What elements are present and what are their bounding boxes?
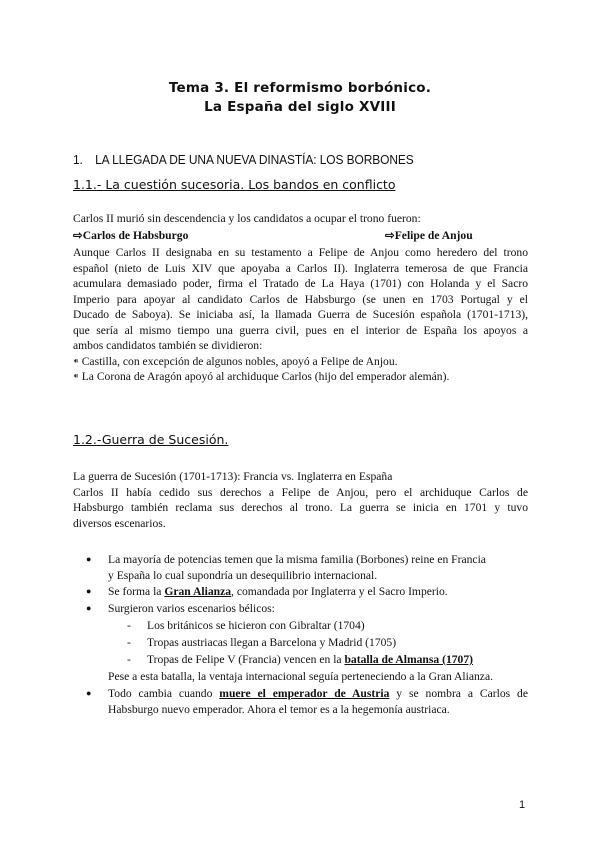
dash-marker: - <box>127 636 131 649</box>
paragraph-line: Ducado de Saboya). Se iniciaba así, la llamada Guerra de Sucesión española (1701-1713), <box>73 308 528 321</box>
gran-alianza-term: Gran Alianza <box>164 585 232 598</box>
title-line-2: La España del siglo XVIII <box>204 99 396 115</box>
candidates-row <box>73 228 528 242</box>
war-intro-line: La guerra de Sucesión (1701-1713): Francia vs. Inglaterra en España <box>73 470 393 483</box>
paragraph-line: español (nieto de Luis XIV que apoyaba a Carlos II). Inglaterra temerosa de que Francia <box>73 261 528 275</box>
paragraph-line: acumulara demasiado poder, firma el Tratado de La Haya (1701) con Holanda y el Sacro <box>73 277 528 290</box>
dash-marker: - <box>127 619 131 632</box>
paragraph-line: Carlos II había cedido sus derechos a Felipe de Anjou, pero el archiduque Carlos de <box>73 485 528 499</box>
paragraph-line: que sería al mismo tiempo una guerra civil, pues en el interior de España los apoyos a <box>73 323 528 337</box>
intro-line <box>73 211 528 227</box>
batalla-almansa-term: batalla de Almansa (1707) <box>344 653 473 666</box>
paragraph-line: diversos escenarios. <box>73 516 166 530</box>
bullet-line: y España lo cual supondría un desequilibrio internacional. <box>108 568 378 582</box>
bullet-line <box>108 686 528 702</box>
bullet-item <box>86 601 528 617</box>
candidate-anjou: ⇨Felipe de Anjou <box>385 229 473 242</box>
title-line-1: Tema 3. El reformismo borbónico. <box>168 80 432 96</box>
intro-text: Carlos II murió sin descendencia y los candidatos a ocupar el trono fueron: <box>73 212 421 225</box>
bullet-line: La mayoría de potencias temen que la misma familia (Borbones) reine en Francia <box>108 553 486 566</box>
sub-item <box>127 618 365 634</box>
succession-paragraph <box>73 245 528 385</box>
paragraph-line: ambos candidatos también se dividieron: <box>73 339 263 352</box>
section-1-title: LA LLEGADA DE UNA NUEVA DINASTÍA: LOS BORBONES <box>95 152 414 167</box>
subsection-1-1-heading: 1.1.- La cuestión sucesoria. Los bandos en conflicto <box>73 177 396 192</box>
support-castilla: ⁌ Castilla, con excepción de algunos nobles, apoyó a Felipe de Anjou. <box>73 354 398 368</box>
bullet-item <box>86 686 528 717</box>
page-number: 1 <box>519 799 526 811</box>
war-paragraph <box>73 469 528 531</box>
after-battle-note <box>108 669 528 685</box>
section-1-number: 1. <box>73 152 83 167</box>
bullet-line <box>108 584 528 600</box>
after-battle-text: Pese a esta batalla, la ventaja internacional seguía perteneciendo a la Gran Alianza. <box>108 670 493 683</box>
bullet-item <box>86 552 528 583</box>
sub-item-text: Tropas austriacas llegan a Barcelona y Madrid (1705) <box>147 636 397 649</box>
bullet-item <box>86 584 528 600</box>
emperor-death-term: muere el emperador de Austria <box>219 687 390 700</box>
sub-item <box>127 635 396 651</box>
subsection-1-2-heading: 1.2.-Guerra de Sucesión. <box>73 432 229 447</box>
bullet-dot-icon: ● <box>86 586 92 596</box>
paragraph-line: Imperio para apoyar al candidato Carlos de Habsburgo (se unen en 1703 Portugal y el <box>73 292 528 306</box>
bullet-line: Habsburgo nuevo emperador. Ahora el temor es a la hegemonía austriaca. <box>108 702 450 716</box>
bullet-dot-icon: ● <box>86 688 92 698</box>
bullet-text: Se forma la <box>108 585 165 598</box>
bullet-text: y se nombra a Carlos de <box>389 687 528 700</box>
candidate-habsburgo: ⇨Carlos de Habsburgo <box>73 229 189 242</box>
paragraph-line: Habsburgo también reclama sus derechos al trono. La guerra se inicia en 1701 y tuvo <box>73 501 528 514</box>
bullet-line: Surgieron varios escenarios bélicos: <box>108 602 275 615</box>
support-aragon: ⁌ La Corona de Aragón apoyó al archiduque Carlos (hijo del emperador alemán). <box>73 370 450 383</box>
sub-item-text <box>147 652 473 668</box>
sub-item-text: Los británicos se hicieron con Gibraltar (1704) <box>147 619 365 632</box>
sub-item <box>127 652 473 668</box>
bullet-dot-icon: ● <box>86 554 92 564</box>
dash-marker: - <box>127 653 131 666</box>
paragraph-line: Aunque Carlos II designaba en su testamento a Felipe de Anjou como heredero del trono <box>73 246 528 259</box>
section-1-heading <box>73 152 414 167</box>
bullet-text: , comandada por Inglaterra y el Sacro Imperio. <box>231 585 448 598</box>
bullet-dot-icon: ● <box>86 603 92 613</box>
bullet-text: Todo cambia cuando <box>108 687 220 700</box>
sub-item-text-part: Tropas de Felipe V (Francia) vencen en la <box>147 653 345 666</box>
